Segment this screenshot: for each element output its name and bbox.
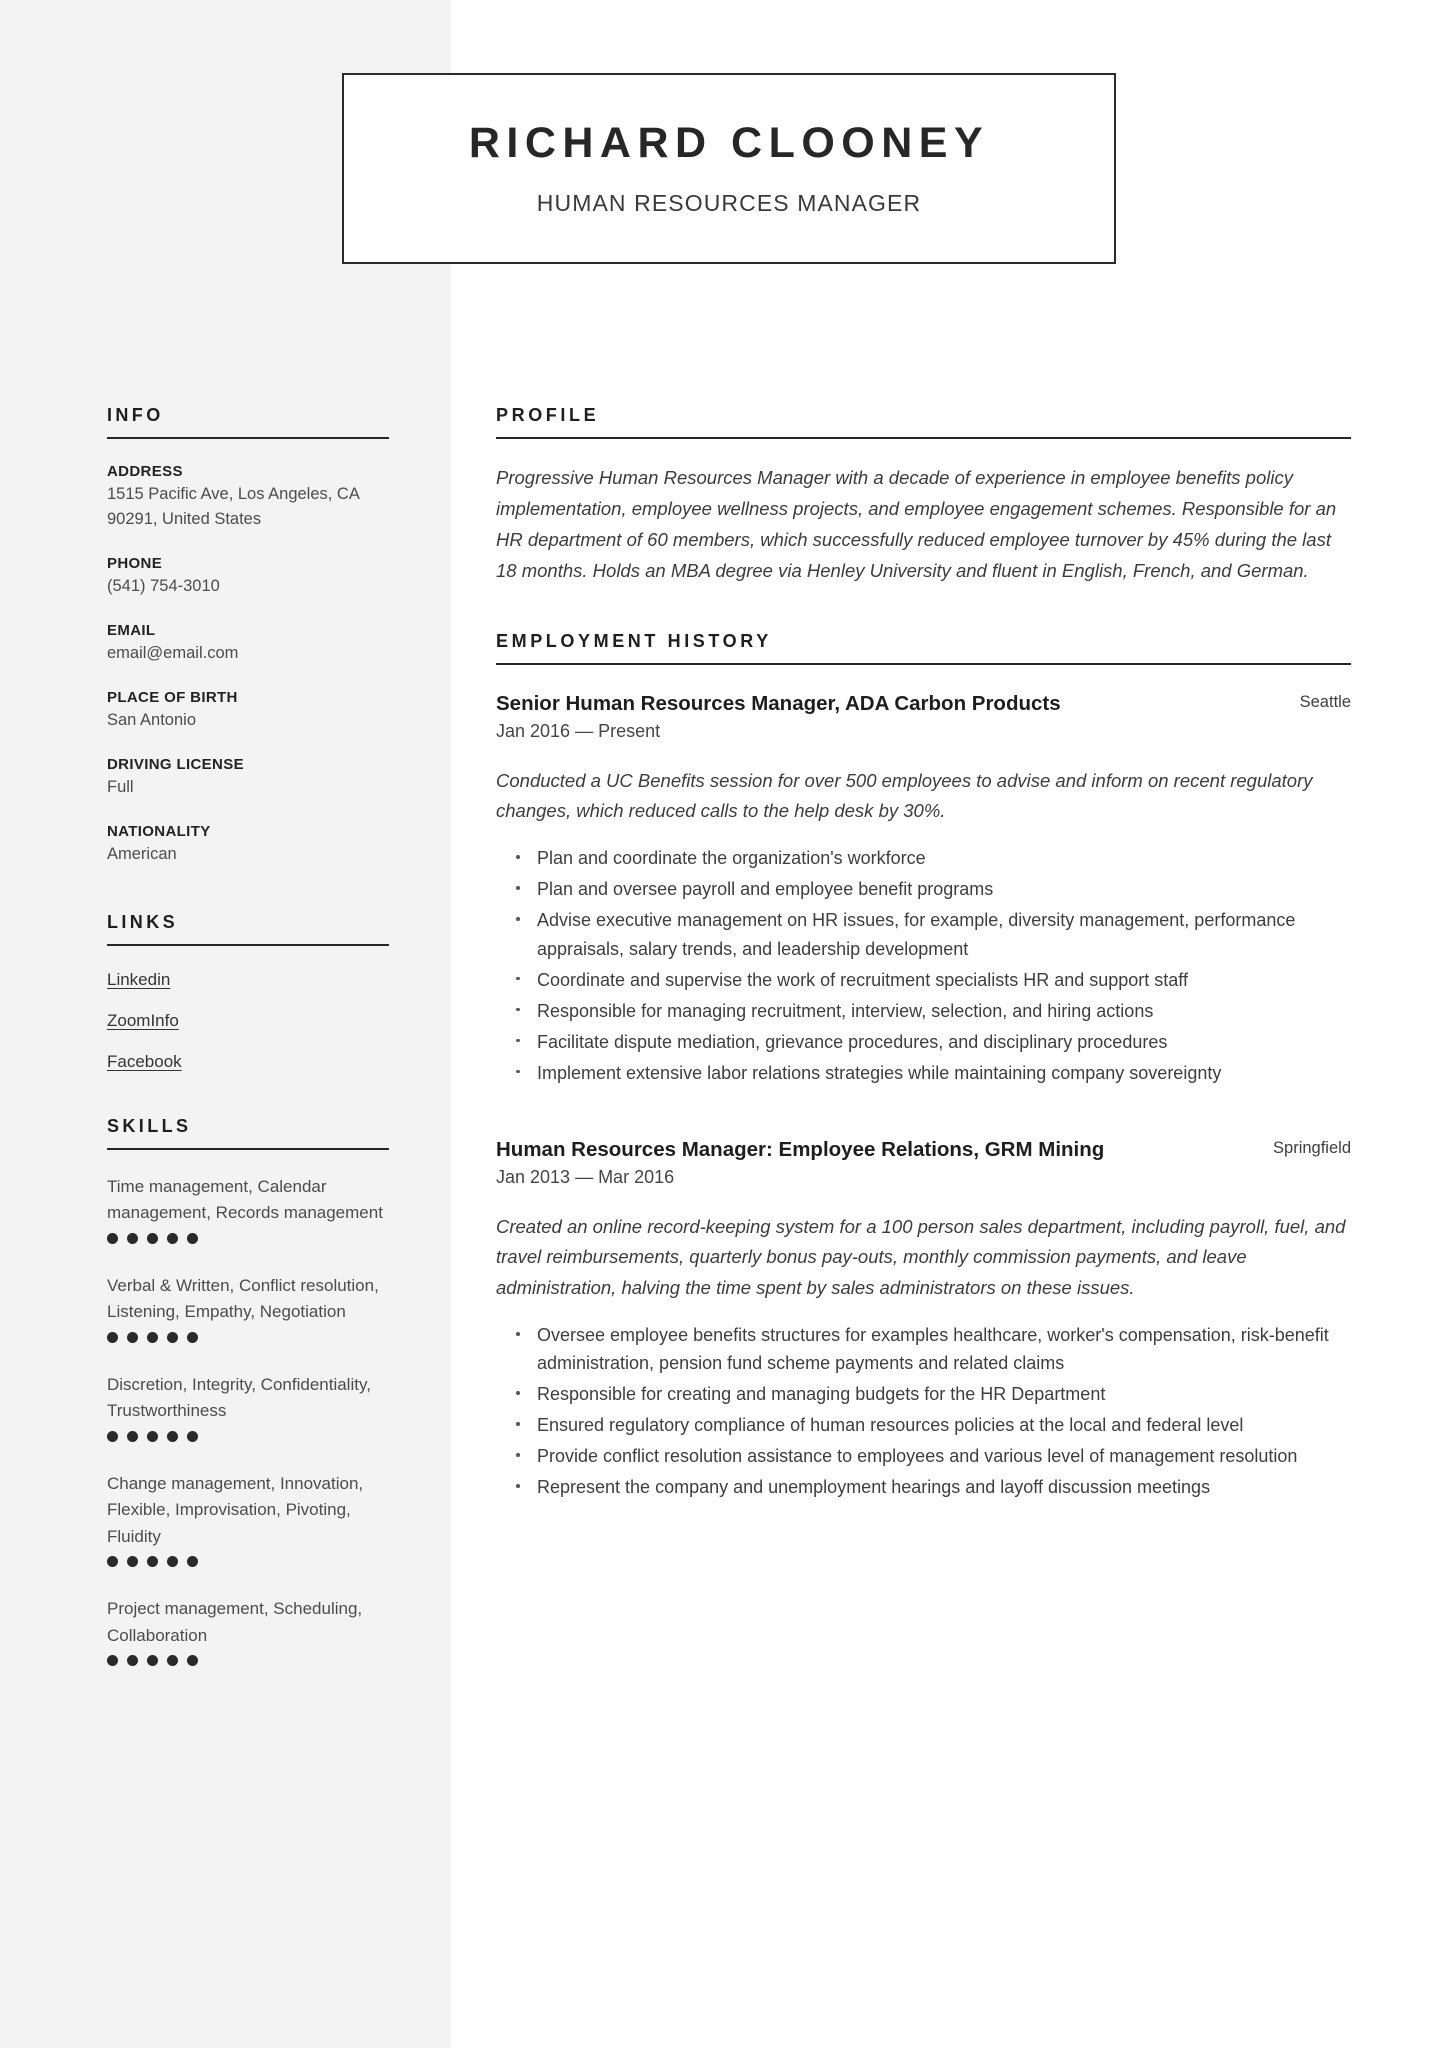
rating-dot-filled: [187, 1556, 198, 1567]
rating-dot-filled: [147, 1655, 158, 1666]
rating-dot-filled: [167, 1556, 178, 1567]
skill-item: [107, 1596, 389, 1666]
employment-job-title: Senior Human Resources Manager, ADA Carbon Products: [496, 691, 1061, 715]
skill-item: [107, 1174, 389, 1244]
info-item-value: Full: [107, 778, 134, 797]
header-job-title: HUMAN RESOURCES MANAGER: [536, 189, 922, 216]
rating-dot-filled: [107, 1431, 118, 1442]
info-item: [107, 823, 389, 867]
skill-name: Verbal & Written, Conflict resolution, Listening, Empathy, Negotiation: [107, 1275, 379, 1322]
employment-bullet: [496, 1473, 1351, 1501]
rating-dot-filled: [187, 1431, 198, 1442]
rating-dot-filled: [167, 1655, 178, 1666]
employment-dates: Jan 2016 — Present: [496, 720, 661, 741]
rating-dot-filled: [167, 1332, 178, 1343]
skill-item: [107, 1372, 389, 1442]
skills-heading: SKILLS: [107, 1115, 192, 1136]
rating-dot-filled: [107, 1556, 118, 1567]
bullet-dot-icon: [516, 977, 520, 981]
info-item-label: ADDRESS: [107, 463, 183, 480]
skill-name: Time management, Calendar management, Records management: [107, 1176, 383, 1223]
employment-bullet: [496, 906, 1351, 962]
employment-bullet-text: Provide conflict resolution assistance to employees and various level of management resolution: [537, 1446, 1298, 1467]
bullet-dot-icon: [516, 1453, 520, 1457]
skill-name: Discretion, Integrity, Confidentiality, Trustworthiness: [107, 1374, 371, 1421]
page-title: RICHARD CLOONEY: [468, 119, 990, 168]
employment-bullet-text: Facilitate dispute mediation, grievance procedures, and disciplinary procedures: [537, 1031, 1168, 1052]
rating-dot-filled: [127, 1332, 138, 1343]
employment-job-title: Human Resources Manager: Employee Relations, GRM Mining: [496, 1137, 1105, 1161]
employment-bullet-text: Implement extensive labor relations strategies while maintaining company sovereignty: [537, 1062, 1222, 1083]
employment-entry-header: [496, 1135, 1351, 1164]
info-item-list: [107, 463, 389, 868]
employment-bullet: [496, 1028, 1351, 1056]
link-facebook[interactable]: Facebook: [107, 1051, 182, 1071]
rating-dot-filled: [107, 1332, 118, 1343]
skill-name: Change management, Innovation, Flexible, Improvisation, Pivoting, Fluidity: [107, 1473, 364, 1546]
link-zoominfo[interactable]: ZoomInfo: [107, 1010, 179, 1030]
profile-divider: [496, 437, 1351, 439]
skills-list: [107, 1174, 389, 1667]
info-divider: [107, 437, 389, 439]
employment-entry-header: [496, 689, 1351, 718]
info-item-label: NATIONALITY: [107, 823, 211, 841]
employment-location: Springfield: [1273, 1138, 1351, 1157]
skill-rating: [107, 1556, 389, 1567]
rating-dot-filled: [167, 1431, 178, 1442]
info-item-value: 1515 Pacific Ave, Los Angeles, CA 90291, United States: [107, 485, 359, 529]
employment-location: Seattle: [1299, 692, 1351, 711]
profile-section: [496, 405, 1351, 587]
employment-job-list: [496, 689, 1351, 1502]
info-item-label: DRIVING LICENSE: [107, 756, 244, 774]
employment-bullet: [496, 1411, 1351, 1439]
rating-dot-filled: [187, 1332, 198, 1343]
info-item: [107, 756, 389, 800]
rating-dot-filled: [147, 1332, 158, 1343]
info-heading: INFO: [107, 405, 164, 425]
link-linkedin[interactable]: Linkedin: [107, 969, 171, 989]
employment-summary: Created an online record-keeping system for a 100 person sales department, including payroll, fuel, and travel reimbursements, quarterly bonus pay-outs, monthly commission payments, and leave administration, halving the time spent by sales administrators on these issues.: [496, 1216, 1346, 1298]
info-item-value: (541) 754-3010: [107, 577, 220, 596]
employment-bullet: [496, 966, 1351, 994]
employment-summary: Conducted a UC Benefits session for over 500 employees to advise and inform on recent regulatory changes, which reduced calls to the help desk by 30%.: [496, 769, 1313, 821]
bullet-dot-icon: [516, 1422, 520, 1426]
employment-bullet-text: Responsible for creating and managing budgets for the HR Department: [537, 1384, 1106, 1405]
profile-text: Progressive Human Resources Manager with a decade of experience in employee benefits policy implementation, employee wellness projects, and employee engagement schemes. Responsible for an HR department of 60 members, which successfully reduced employee turnover by 45% during the last 18 months. Holds an MBA degree via Henley University and fluent in English, French, and German.: [496, 467, 1337, 581]
employment-bullet-text: Oversee employee benefits structures for examples healthcare, worker's compensation, risk-benefit administration, pension fund scheme payments and related claims: [537, 1325, 1329, 1374]
employment-bullet-text: Plan and coordinate the organization's workforce: [537, 848, 926, 869]
links-section: [107, 912, 389, 1072]
employment-bullet: [496, 1059, 1351, 1087]
employment-bullet: [496, 875, 1351, 903]
main-column: [496, 405, 1351, 1546]
employment-bullet-text: Coordinate and supervise the work of recruitment specialists HR and support staff: [537, 969, 1188, 990]
employment-bullet-text: Advise executive management on HR issues, for example, diversity management, performance appraisals, salary trends, and leadership development: [537, 910, 1296, 959]
bullet-dot-icon: [516, 1008, 520, 1012]
bullet-dot-icon: [516, 855, 520, 859]
info-item-value: American: [107, 845, 177, 864]
skill-rating: [107, 1655, 389, 1666]
employment-section: [496, 631, 1351, 1502]
skill-name: Project management, Scheduling, Collaboration: [107, 1599, 363, 1645]
info-section: [107, 405, 389, 868]
employment-divider: [496, 663, 1351, 665]
skill-rating: [107, 1233, 389, 1244]
bullet-dot-icon: [516, 1391, 520, 1395]
skill-rating: [107, 1332, 389, 1343]
employment-bullet-text: Plan and oversee payroll and employee benefit programs: [537, 879, 994, 900]
employment-bullet-text: Ensured regulatory compliance of human resources policies at the local and federal level: [537, 1415, 1244, 1436]
employment-bullet-list: [496, 1321, 1351, 1501]
employment-bullet-text: Responsible for managing recruitment, interview, selection, and hiring actions: [537, 1000, 1154, 1021]
rating-dot-filled: [107, 1655, 118, 1666]
info-item-value: email@email.com: [107, 644, 239, 663]
employment-bullet-text: Represent the company and unemployment hearings and layoff discussion meetings: [537, 1477, 1211, 1498]
bullet-dot-icon: [516, 1039, 520, 1043]
info-item-label: PLACE OF BIRTH: [107, 689, 238, 707]
skill-item: [107, 1273, 389, 1343]
employment-entry: [496, 689, 1351, 1087]
rating-dot-filled: [127, 1233, 138, 1244]
bullet-dot-icon: [516, 917, 520, 921]
rating-dot-filled: [147, 1233, 158, 1244]
employment-entry: [496, 1135, 1351, 1502]
header-name-box: [342, 73, 1116, 264]
employment-bullet: [496, 1380, 1351, 1408]
info-item: [107, 555, 389, 599]
rating-dot-filled: [127, 1431, 138, 1442]
bullet-dot-icon: [516, 1070, 520, 1074]
bullet-dot-icon: [516, 1332, 520, 1336]
links-list: [107, 970, 389, 1072]
employment-bullet-list: [496, 844, 1351, 1087]
info-item-label: EMAIL: [107, 622, 156, 640]
rating-dot-filled: [107, 1233, 118, 1244]
links-heading: LINKS: [107, 911, 178, 932]
rating-dot-filled: [167, 1233, 178, 1244]
employment-bullet: [496, 1321, 1351, 1377]
rating-dot-filled: [147, 1556, 158, 1567]
sidebar-column: [107, 405, 389, 1710]
info-item: [107, 689, 389, 733]
info-item: [107, 622, 389, 666]
skill-item: [107, 1471, 389, 1568]
info-item-label: PHONE: [107, 555, 163, 573]
rating-dot-filled: [187, 1233, 198, 1244]
rating-dot-filled: [127, 1655, 138, 1666]
bullet-dot-icon: [516, 886, 520, 890]
skills-divider: [107, 1148, 389, 1150]
rating-dot-filled: [187, 1655, 198, 1666]
employment-bullet: [496, 844, 1351, 872]
links-divider: [107, 944, 389, 946]
skill-rating: [107, 1431, 389, 1442]
skills-section: [107, 1116, 389, 1667]
profile-heading: PROFILE: [496, 405, 600, 425]
employment-bullet: [496, 1442, 1351, 1470]
bullet-dot-icon: [516, 1484, 520, 1488]
employment-bullet: [496, 997, 1351, 1025]
info-item-value: San Antonio: [107, 711, 196, 730]
employment-heading: EMPLOYMENT HISTORY: [496, 630, 772, 651]
info-item: [107, 463, 389, 532]
rating-dot-filled: [147, 1431, 158, 1442]
employment-dates: Jan 2013 — Mar 2016: [496, 1167, 675, 1188]
rating-dot-filled: [127, 1556, 138, 1567]
